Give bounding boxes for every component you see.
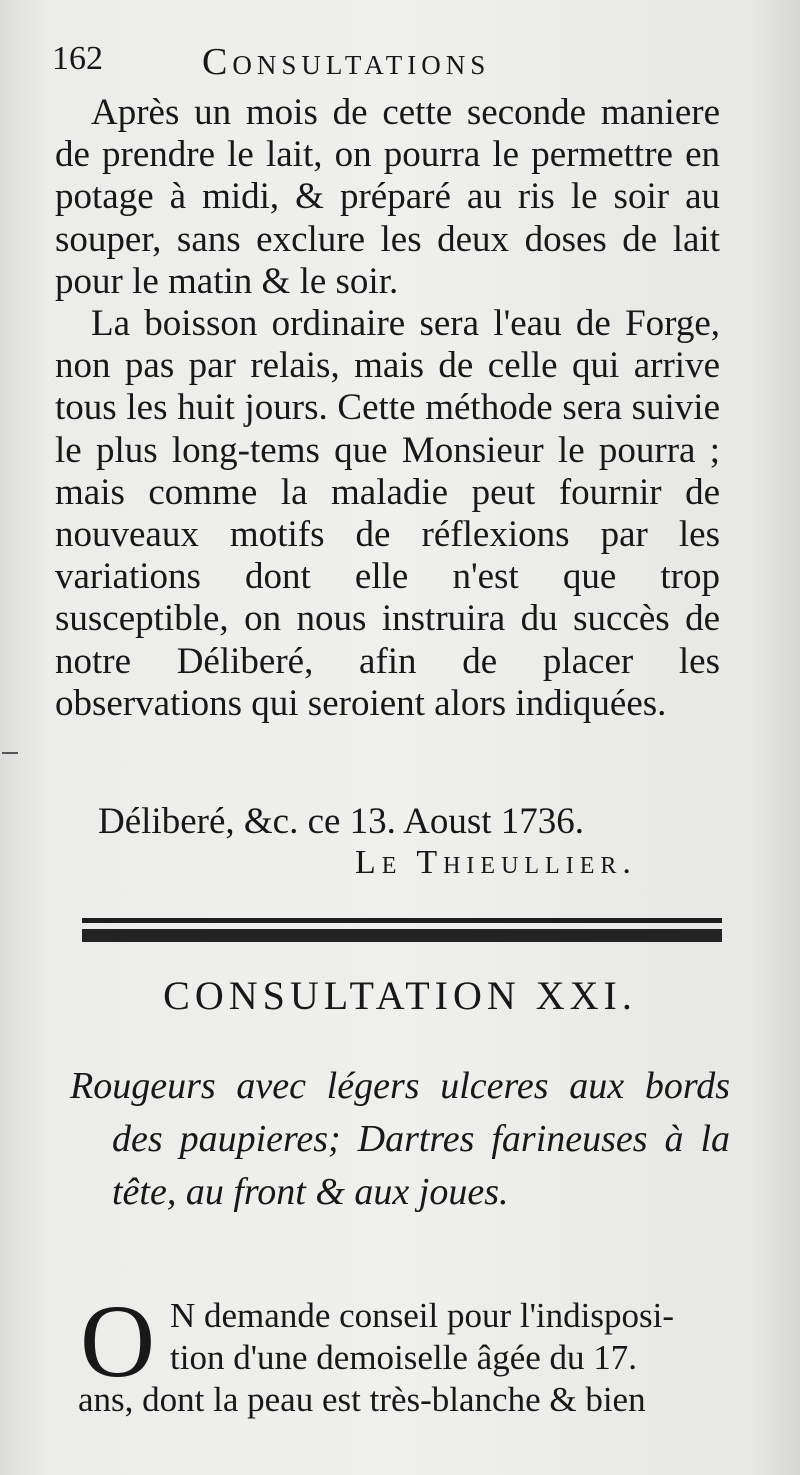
section-title: CONSULTATION XXI. [163,973,637,1018]
consultation-text [78,1295,733,1421]
paragraph-2: La boisson ordinaire sera l'eau de Forge, non pas par relais, mais de celle qui arrive tous les huit jours. Cette méthode sera suivie le plus long-tems que Monsieur le pourra ; mais comme la maladie peut fournir de nouveaux motifs de réflexions par les variations dont elle n'est que trop susceptible, on nous instruira du succès de notre Déliberé, afin de placer les observations qui seroient alors indiquées. [55,303,720,724]
signature: Le Thieullier. [355,844,637,881]
consultation-line-3: ans, dont la peau est très-blanche & bien [78,1380,646,1419]
consultation-subtitle: Rougeurs avec légers ulceres aux bords des paupieres; Dartres farineuses à la tête, au front & aux joues. [70,1065,730,1213]
section-divider [82,918,722,944]
consultation-line-2: tion d'une demoiselle âgée du 17. [170,1338,638,1377]
paragraph-1: Après un mois de cette seconde maniere de prendre le lait, on pourra le permettre en potage à midi, & préparé au ris le soir au souper, sans exclure les deux doses de lait pour le matin & le soir. [55,92,720,302]
page-header [52,40,732,90]
dateline: Déliberé, &c. ce 13. Aoust 1736. [98,801,585,842]
margin-mark [2,752,18,754]
page-number: 162 [52,40,103,77]
running-head: Consultations [202,41,491,83]
drop-cap: O [80,1284,156,1399]
body-text [55,92,720,725]
consultation-line-1: N demande conseil pour l'indisposi- [170,1296,674,1335]
divider-thick-rule [82,929,722,942]
divider-thin-rule [82,918,722,923]
